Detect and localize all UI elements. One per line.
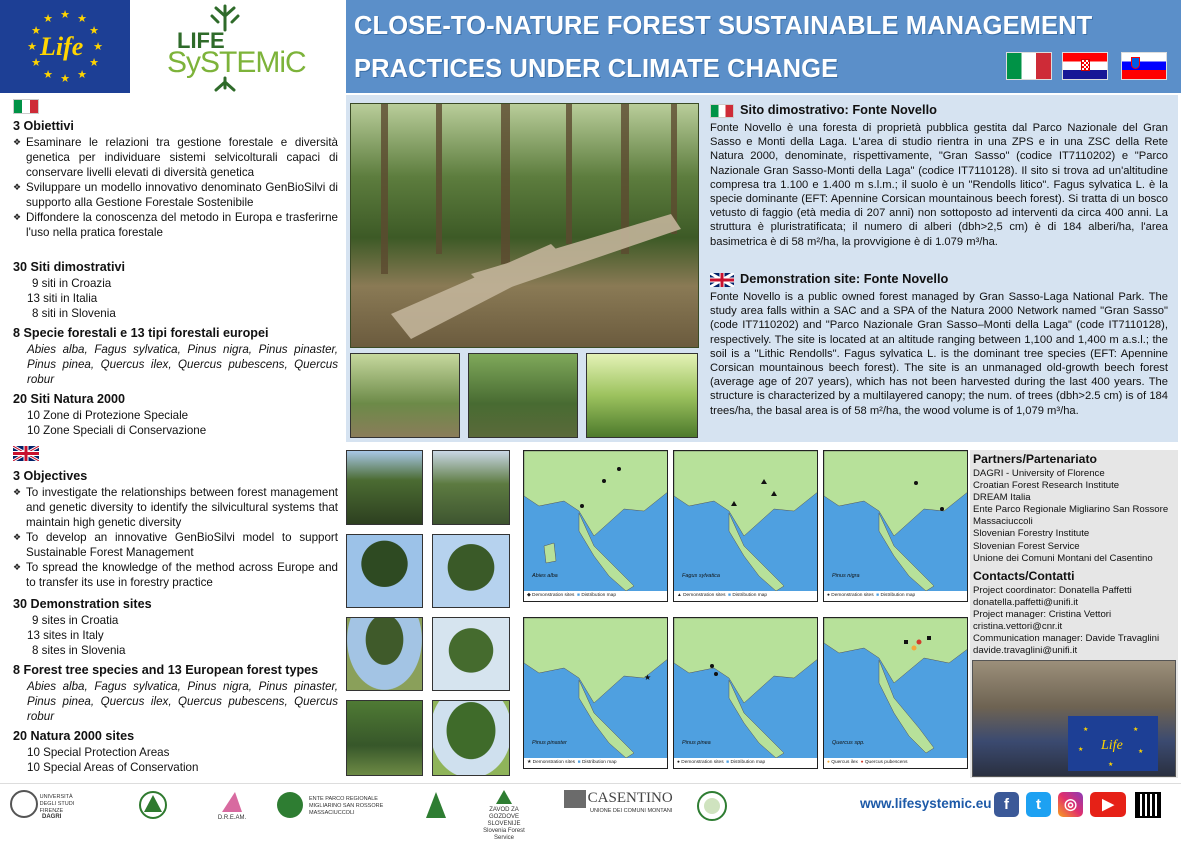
- contact-email-link[interactable]: cristina.vettori@cnr.it: [973, 621, 1063, 633]
- contact-item: Communication manager: Davide Travaglini: [973, 633, 1160, 645]
- list-item: 13 sites in Italy: [27, 629, 104, 642]
- unifi-logo: UNIVERSITÀ DEGLI STUDI FIRENZE DAGRI: [10, 790, 80, 822]
- distribution-map: [673, 617, 818, 769]
- svg-text:★: ★: [1083, 727, 1089, 733]
- it-natura: [13, 392, 338, 438]
- italy-flag-icon: [1006, 52, 1052, 80]
- contact-email-link[interactable]: donatella.paffetti@unifi.it: [973, 597, 1079, 609]
- distribution-map: [523, 450, 668, 602]
- youtube-icon[interactable]: ▶: [1090, 792, 1126, 817]
- it-species-title: 8 Specie forestali e 13 tipi forestali europei: [13, 326, 269, 340]
- qr-code-icon[interactable]: [1135, 792, 1161, 818]
- en-natura: [13, 729, 338, 775]
- en-sites-title: 30 Demonstration sites: [13, 597, 152, 611]
- uk-flag-icon: [710, 273, 734, 287]
- forest-photo: [350, 103, 699, 348]
- dream-logo: D.R.E.AM.: [212, 790, 252, 822]
- en-natura-title: 20 Natura 2000 sites: [13, 729, 135, 743]
- systemic-logo: [132, 0, 345, 93]
- svg-text:★: ★: [89, 25, 99, 37]
- list-item: 8 siti in Slovenia: [32, 307, 116, 320]
- slovenia-flag-icon: [1121, 52, 1167, 80]
- map-legend: ● Demonstration sites ■ Distribution map: [674, 758, 817, 768]
- list-item: 9 sites in Croatia: [32, 614, 119, 627]
- partner-item: Slovenian Forestry Institute: [973, 528, 1090, 540]
- en-species-title: 8 Forest tree species and 13 European forest types: [13, 663, 319, 677]
- tree-photo: [432, 617, 510, 691]
- life-logo-text: Life: [40, 32, 84, 61]
- list-item: ❖ To develop an innovative GenBioSilvi model to support Sustainable Forest Management: [13, 530, 338, 560]
- twitter-icon[interactable]: t: [1026, 792, 1051, 817]
- map-legend: ◆ Demonstration sites ■ Distribution map: [524, 591, 667, 601]
- svg-text:★: ★: [1078, 747, 1084, 753]
- map-legend: ▲ Demonstration sites ■ Distribution map: [674, 591, 817, 601]
- en-objectives-title: 3 Objectives: [13, 469, 88, 483]
- italy-flag-icon: [13, 99, 39, 114]
- site-title-en: Demonstration site: Fonte Novello: [710, 271, 948, 287]
- svg-text:★: ★: [1133, 727, 1139, 733]
- forest-photo: [468, 353, 578, 438]
- forest-photo: [350, 353, 460, 438]
- it-sites: [13, 260, 338, 321]
- croatian-forest-logo: [135, 790, 171, 822]
- contacts-list: [973, 585, 1178, 658]
- distribution-map: [823, 450, 968, 602]
- list-item: 10 Special Areas of Conservation: [27, 761, 199, 774]
- partner-item: DREAM Italia: [973, 492, 1031, 504]
- svg-text:★: ★: [77, 69, 87, 81]
- tree-photo: [346, 450, 423, 525]
- en-sites: [13, 597, 338, 658]
- it-species: [13, 326, 338, 387]
- list-item: 10 Zone di Protezione Speciale: [27, 409, 189, 422]
- uk-flag-icon: [13, 446, 39, 461]
- it-natura-title: 20 Siti Natura 2000: [13, 392, 126, 406]
- casentino-logo: CASENTINO UNIONE DEI COMUNI MONTANI: [564, 790, 674, 822]
- partner-item: Ente Parco Regionale Migliarino San Rossore: [973, 504, 1169, 516]
- distribution-map: [673, 450, 818, 602]
- svg-text:★: ★: [93, 41, 103, 53]
- partners-list: [973, 468, 1178, 565]
- map-species-label: Fagus sylvatica: [682, 573, 720, 579]
- parco-logo: ENTE PARCO REGIONALE MIGLIARINO SAN ROSSORE MASSACIUCCOLI: [275, 790, 385, 822]
- list-item: 9 siti in Croazia: [32, 277, 112, 290]
- species-list: Abies alba, Fagus sylvatica, Pinus nigra, Pinus pinaster, Pinus pinea, Quercus ilex, Quercus pubescens, Quercus robur: [27, 343, 338, 386]
- list-item: ❖ Sviluppare un modello innovativo denominato GenBioSilvi di supporto alla Gestione Forestale Sostenibile: [13, 180, 338, 210]
- svg-text:★: ★: [644, 673, 652, 682]
- svg-text:★: ★: [1108, 762, 1114, 768]
- svg-text:★: ★: [89, 57, 99, 69]
- tree-photo: [432, 534, 510, 608]
- map-species-label: Quercus spp.: [832, 740, 865, 746]
- tree-photo: [346, 617, 423, 691]
- contact-email-link[interactable]: davide.travaglini@unifi.it: [973, 645, 1078, 657]
- seal-logo: [695, 790, 729, 822]
- list-item: 10 Special Protection Areas: [27, 746, 170, 759]
- distribution-map: [523, 617, 668, 769]
- list-item: 13 siti in Italia: [27, 292, 98, 305]
- svg-text:★: ★: [77, 13, 87, 25]
- svg-text:★: ★: [1138, 749, 1144, 755]
- tree-photo: [346, 700, 423, 776]
- tree-photo: [432, 700, 510, 776]
- page-title-line2: PRACTICES UNDER CLIMATE CHANGE: [354, 55, 839, 83]
- svg-text:★: ★: [43, 13, 53, 25]
- list-item: ❖ To investigate the relationships between forest management and genetic diversity to identify the silvicultural systems that maintain high genetic diversity: [13, 485, 338, 530]
- partner-item: Massaciuccoli: [973, 516, 1033, 528]
- facebook-icon[interactable]: f: [994, 792, 1019, 817]
- it-objectives-title: 3 Obiettivi: [13, 119, 74, 133]
- partner-item: Unione dei Comuni Montani del Casentino: [973, 552, 1153, 564]
- team-photo: [972, 660, 1176, 777]
- site-text-en: Fonte Novello is a public owned forest managed by Gran Sasso-Laga National Park. The study area falls within a SAC and a SPA of the Natura 2000 Network named "Gran Sasso" (code IT7110202) and "Parco Nazionale Gran Sasso–Monti della Laga" (code IT7110128), respectively. The site is located at an altitude ranging between 1,100 and 1,400 m a.s.l.; the soil is a "Lithic Rendolls". Fagus sylvatica L. is the dominant tree species (EFT: Apennine Corsican mountainous beech forest). The site is an unmanaged old-growth beech forest (average age of 207 years), which has not been harvested during the last 400 years. The structure is characterized by a multilayered canopy; the num. of trees (dbh>2.5 cm) is of 184 trees/ha, the basal area is of 58 m²/ha, the wood volume is of 1,079 m³/ha.: [710, 291, 1168, 417]
- en-species: [13, 663, 338, 724]
- systemic-logo-bottom: SySTEMiC: [167, 46, 306, 79]
- map-legend: ● Demonstration sites ■ Distribution map: [824, 591, 967, 601]
- tree-photo: [346, 534, 423, 608]
- page-title-line1: CLOSE-TO-NATURE FOREST SUSTAINABLE MANAGEMENT: [354, 12, 1093, 40]
- species-list: Abies alba, Fagus sylvatica, Pinus nigra, Pinus pinaster, Pinus pinea, Quercus ilex, Quercus pubescens, Quercus robur: [27, 680, 338, 723]
- svg-text:★: ★: [43, 69, 53, 81]
- contact-item: Project coordinator: Donatella Paffetti: [973, 585, 1132, 596]
- map-legend: ★ Demonstration sites ■ Distribution map: [524, 758, 667, 768]
- it-objectives: [13, 119, 338, 240]
- svg-text:★: ★: [31, 57, 41, 69]
- map-species-label: Pinus pinaster: [532, 740, 567, 746]
- italy-flag-icon: [710, 104, 734, 118]
- svg-text:Life: Life: [1101, 738, 1123, 753]
- partners-title: Partners/Partenariato: [973, 452, 1097, 466]
- forest-photo: [586, 353, 698, 438]
- site-title-it: Sito dimostrativo: Fonte Novello: [710, 102, 937, 118]
- en-objectives: [13, 469, 338, 590]
- list-item: ❖ Diffondere la conoscenza del metodo in Europa e trasferirne l'uso nella pratica forestale: [13, 210, 338, 240]
- partner-item: Slovenian Forest Service: [973, 540, 1080, 552]
- list-item: 8 sites in Slovenia: [32, 644, 126, 657]
- svg-text:★: ★: [60, 73, 70, 85]
- map-legend: ● Quercus ilex ● Quercus pubescens: [824, 758, 967, 768]
- page-header: [346, 0, 1181, 93]
- partner-item: Croatian Forest Research Institute: [973, 480, 1120, 492]
- partner-item: DAGRI - University of Florence: [973, 468, 1105, 479]
- map-species-label: Pinus pinea: [682, 740, 711, 746]
- svg-text:★: ★: [60, 9, 70, 21]
- left-column: [0, 95, 345, 783]
- life-eu-logo: [0, 0, 130, 93]
- svg-text:★: ★: [27, 41, 37, 53]
- croatia-flag-icon: [1062, 52, 1108, 80]
- site-text-it: Fonte Novello è una foresta di proprietà pubblica gestita dal Parco Nazionale del Gran Sasso e Monti della Laga. L'area di studio rientra in una ZPS e in una ZSC della Rete Natura 2000, denominate, rispettivamente, "Gran Sasso" (codice IT7110202) e "Parco Nazionale Gran Sasso-Monti della Laga" (codice IT7110128). Il sito si trova ad un'altitudine compresa tra 1.100 e 1.400 m s.l.m.; il suolo è un "Rendolls litico". Fagus sylvatica L. è la specie dominante (EFT: Apennine Corsican mountainous beech forest). Si tratta di un bosco vetusto di faggio (età media di 207 anni) non sottoposto ad interventi da circa 400 anni. La struttura è pluristratificata; il numero di alberi (dbh>2,5 cm) è di 184 alberi/ha, l'area basimetrica è di 58 m²/ha, la provvigione è di 1.079 m³/ha.: [710, 122, 1168, 248]
- instagram-icon[interactable]: ◎: [1058, 792, 1083, 817]
- contacts-title: Contacts/Contatti: [973, 569, 1075, 583]
- slovenian-forestry-logo: [418, 790, 454, 822]
- svg-text:★: ★: [31, 25, 41, 37]
- map-species-label: Pinus nigra: [832, 573, 860, 579]
- contact-item: Project manager: Cristina Vettori: [973, 609, 1112, 621]
- zavod-logo: ZAVOD ZA GOZDOVE SLOVENIJE Slovenia Forest Service: [478, 790, 530, 822]
- list-item: ❖ To spread the knowledge of the method across Europe and to transfer its use in forestry practice: [13, 560, 338, 590]
- list-item: ❖ Esaminare le relazioni tra gestione forestale e diversità genetica per individuare sistemi selvicolturali capaci di conservare livelli elevati di diversità genetica: [13, 135, 338, 180]
- it-sites-title: 30 Siti dimostrativi: [13, 260, 125, 274]
- systemic-logo-top: LIFE: [177, 28, 225, 53]
- list-item: 10 Zone Speciali di Conservazione: [27, 424, 207, 437]
- website-link[interactable]: www.lifesystemic.eu: [860, 796, 992, 811]
- map-species-label: Abies alba: [532, 573, 558, 579]
- distribution-map: [823, 617, 968, 769]
- tree-photo: [432, 450, 510, 525]
